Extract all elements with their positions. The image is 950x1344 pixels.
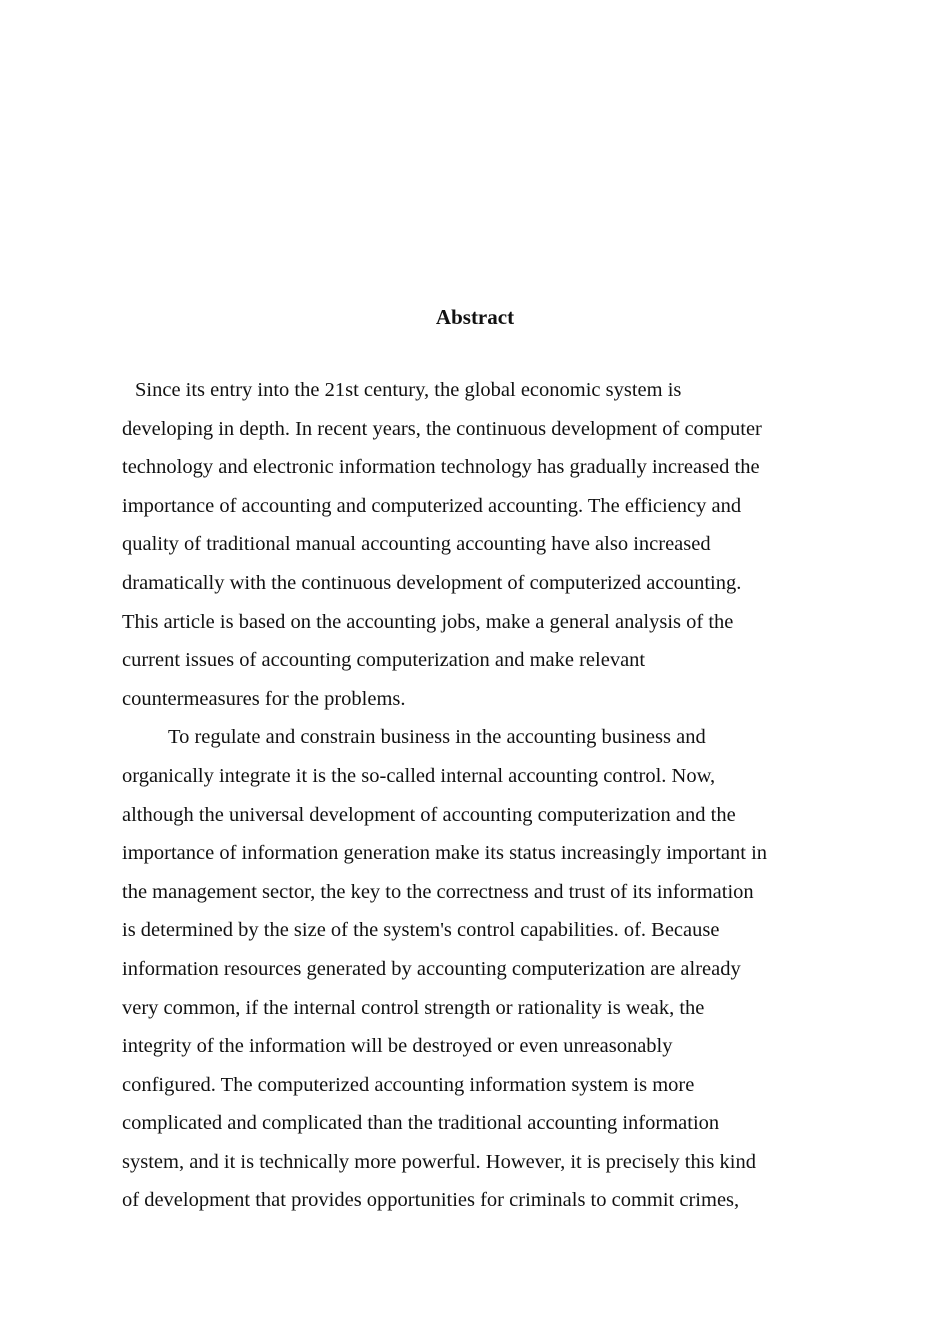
text-line: importance of information generation make its status increasingly important in: [122, 842, 768, 865]
text-line: of development that provides opportunities for criminals to commit crimes,: [122, 1189, 740, 1212]
paragraph-2: [122, 718, 828, 1220]
text-line: importance of accounting and computerized accounting. The efficiency and: [122, 494, 742, 517]
text-line: very common, if the internal control strength or rationality is weak, the: [122, 996, 705, 1019]
text-line: Since its entry into the 21st century, the global economic system is: [135, 379, 682, 401]
text-line: complicated and complicated than the traditional accounting information: [122, 1112, 720, 1135]
paragraph-1: [122, 371, 828, 718]
text-line: To regulate and constrain business in the accounting business and: [168, 726, 706, 749]
text-line: current issues of accounting computerization and make relevant: [122, 649, 646, 672]
text-line: configured. The computerized accounting information system is more: [122, 1073, 695, 1096]
text-line: technology and electronic information technology has gradually increased the: [122, 456, 760, 479]
text-line: although the universal development of accounting computerization and the: [122, 803, 736, 826]
text-line: dramatically with the continuous development of computerized accounting.: [122, 571, 742, 594]
text-line: countermeasures for the problems.: [122, 687, 406, 710]
page-title: Abstract: [435, 305, 515, 329]
text-line: organically integrate it is the so-called internal accounting control. Now,: [122, 764, 716, 787]
text-line: This article is based on the accounting jobs, make a general analysis of the: [122, 610, 734, 633]
text-line: integrity of the information will be destroyed or even unreasonably: [122, 1035, 673, 1058]
text-line: quality of traditional manual accounting accounting have also increased: [122, 533, 711, 556]
text-line: information resources generated by accounting computerization are already: [122, 957, 741, 980]
text-line: the management sector, the key to the correctness and trust of its information: [122, 880, 754, 903]
abstract-body: [122, 371, 828, 1220]
text-line: system, and it is technically more powerful. However, it is precisely this kind: [122, 1150, 756, 1173]
text-line: is determined by the size of the system's control capabilities. of. Because: [122, 919, 720, 942]
text-line: developing in depth. In recent years, the continuous development of computer: [122, 417, 762, 440]
